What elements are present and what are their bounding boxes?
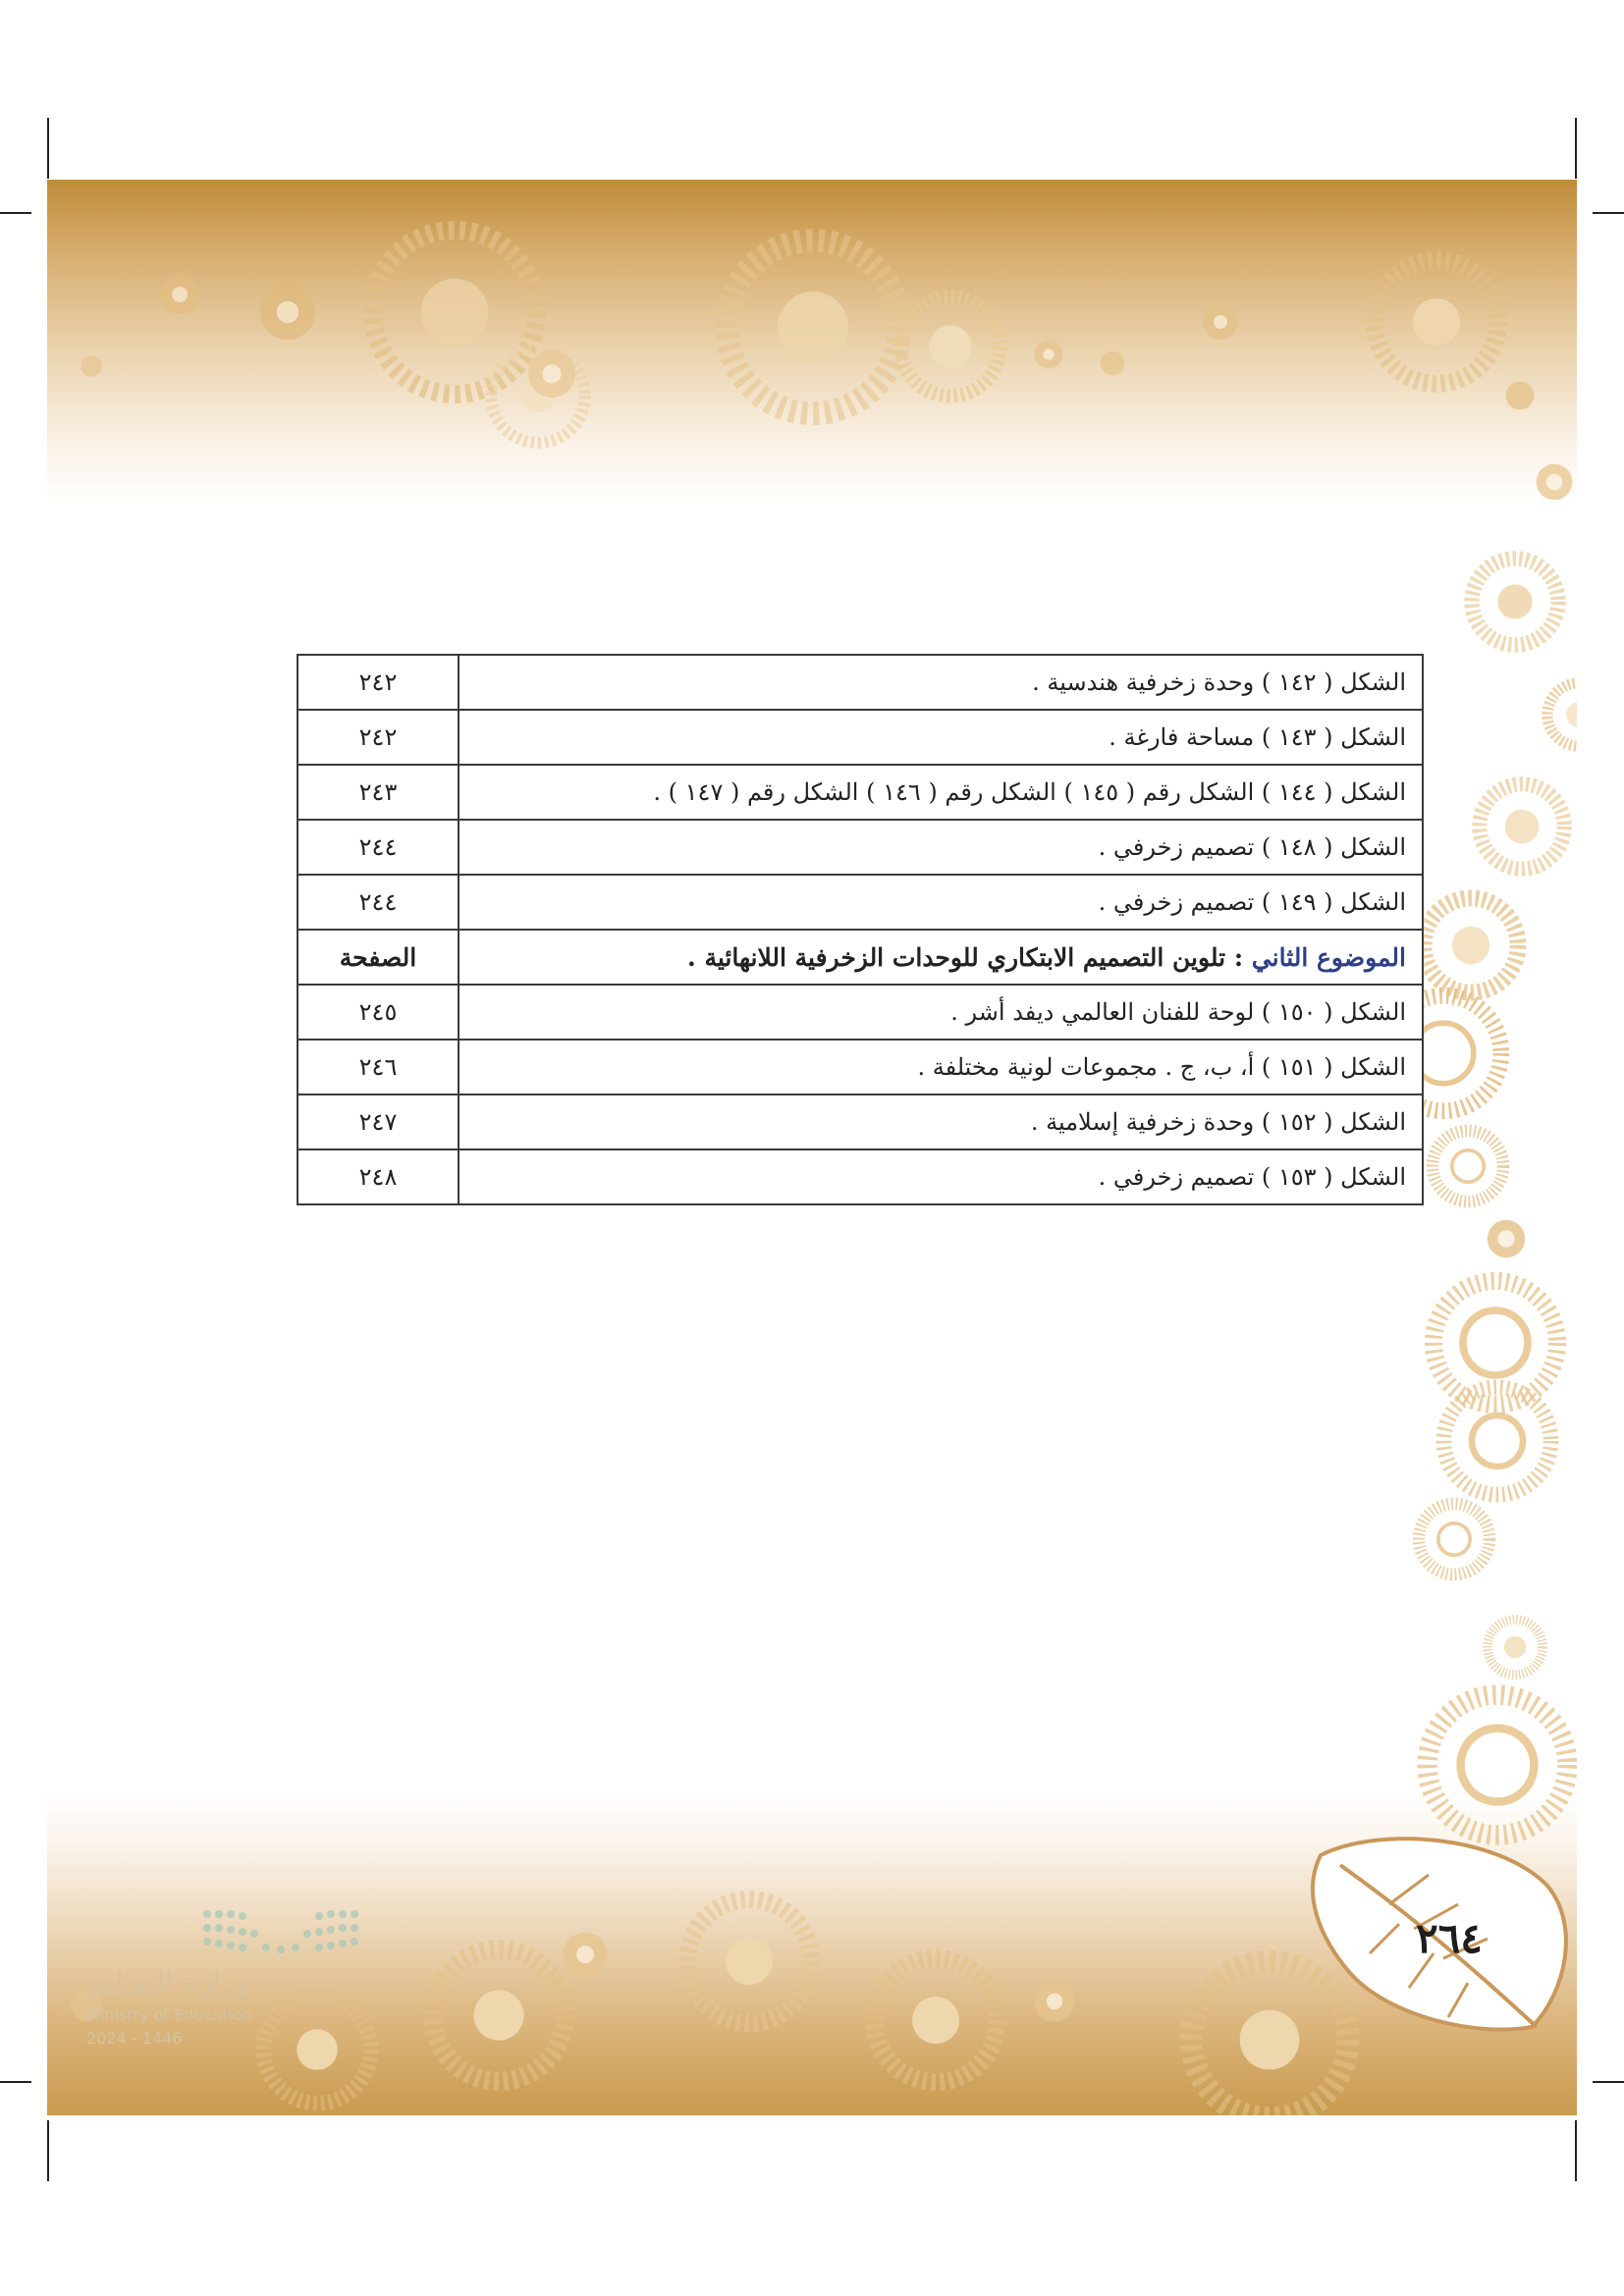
table-row	[298, 1149, 1423, 1204]
flower-ornament	[1414, 1682, 1577, 1848]
flower-ornament	[676, 1888, 823, 2035]
dot-ornament	[77, 351, 106, 381]
figure-description: الشكل ( ١٤٤ ) الشكل رقم ( ١٤٥ ) الشكل رقم ( ١٤٦ ) الشكل رقم ( ١٤٧ ) .	[459, 765, 1423, 820]
figure-description: الشكل ( ١٥٠ ) لوحة للفنان العالمي ديفد أشر .	[459, 985, 1423, 1040]
figure-description: الشكل ( ١٤٨ ) تصميم زخرفي .	[459, 820, 1423, 875]
flower-ornament	[1481, 1613, 1549, 1682]
flower-ornament	[1410, 1495, 1498, 1583]
figure-page-number: ٢٤٨	[298, 1149, 459, 1204]
figure-description: الشكل ( ١٤٩ ) تصميم زخرفي .	[459, 875, 1423, 930]
flower-ornament	[892, 288, 1009, 405]
dot-ornament	[155, 270, 204, 319]
section-title: تلوين التصميم الابتكاري للوحدات الزخرفية اللانهائية .	[687, 942, 1226, 972]
book-page	[47, 180, 1577, 2115]
flower-ornament	[862, 1947, 1009, 2094]
ministry-logo-icon	[163, 1902, 399, 1961]
flower-ornament	[1461, 548, 1569, 656]
dot-ornament	[1029, 335, 1068, 374]
dot-ornament	[1483, 1215, 1530, 1262]
crop-mark	[47, 118, 49, 179]
dot-ornament	[1532, 459, 1577, 505]
figure-page-number: ٢٤٣	[298, 765, 459, 820]
flower-ornament	[1434, 1377, 1561, 1505]
flower-ornament	[1540, 675, 1577, 754]
figure-description: الشكل ( ١٥٣ ) تصميم زخرفي .	[459, 1149, 1423, 1204]
page-number: ٢٦٤	[1416, 1914, 1483, 1962]
ministry-name-arabic: وزارة التعـليم	[86, 1966, 249, 2001]
table-row	[298, 875, 1423, 930]
figure-page-number: ٢٤٧	[298, 1095, 459, 1149]
crop-mark	[1593, 212, 1624, 214]
flower-ornament	[1424, 1122, 1512, 1210]
crop-mark	[1575, 2120, 1577, 2181]
dot-ornament	[1029, 1976, 1080, 2027]
table-row	[298, 655, 1423, 710]
figure-page-number: ٢٤٦	[298, 1040, 459, 1095]
section-header-row	[298, 930, 1423, 985]
figure-description: الشكل ( ١٤٢ ) وحدة زخرفية هندسية .	[459, 655, 1423, 710]
table-row	[298, 1040, 1423, 1095]
crop-mark	[0, 2081, 31, 2083]
page-column-header: الصفحة	[298, 930, 459, 985]
dot-ornament	[558, 1927, 613, 1982]
figures-index-table	[297, 654, 1424, 1205]
flower-ornament	[715, 229, 911, 425]
table-row	[298, 710, 1423, 765]
flower-ornament	[1469, 774, 1575, 880]
dot-ornament	[253, 278, 322, 347]
figure-description: الشكل ( ١٥٢ ) وحدة زخرفية إسلامية .	[459, 1095, 1423, 1149]
dot-ornament	[522, 345, 581, 403]
flower-ornament	[1363, 248, 1510, 396]
section-heading	[459, 930, 1423, 985]
flower-ornament	[253, 1986, 381, 2113]
figure-page-number: ٢٤٤	[298, 820, 459, 875]
crop-mark	[47, 2120, 49, 2181]
flower-ornament	[420, 1937, 577, 2094]
crop-mark	[1575, 118, 1577, 179]
table-row	[298, 985, 1423, 1040]
dot-ornament	[1500, 376, 1540, 415]
figure-page-number: ٢٤٤	[298, 875, 459, 930]
dot-ornament	[1096, 347, 1129, 380]
dot-ornament	[1196, 297, 1245, 347]
table-row	[298, 820, 1423, 875]
section-label: الموضوع الثاني	[1251, 942, 1406, 972]
figure-page-number: ٢٤٢	[298, 655, 459, 710]
table-row	[298, 1095, 1423, 1149]
crop-mark	[1593, 2081, 1624, 2083]
edition-year: 2024 - 1446	[86, 2029, 183, 2048]
figure-page-number: ٢٤٥	[298, 985, 459, 1040]
section-separator: :	[1225, 942, 1252, 972]
figure-description: الشكل ( ١٥١ ) أ، ب، ج . مجموعات لونية مختلفة .	[459, 1040, 1423, 1095]
figure-page-number: ٢٤٢	[298, 710, 459, 765]
ministry-name-english: Ministry of Education	[86, 2005, 252, 2024]
table-row	[298, 765, 1423, 820]
figure-description: الشكل ( ١٤٣ ) مساحة فارغة .	[459, 710, 1423, 765]
crop-mark	[0, 212, 31, 214]
